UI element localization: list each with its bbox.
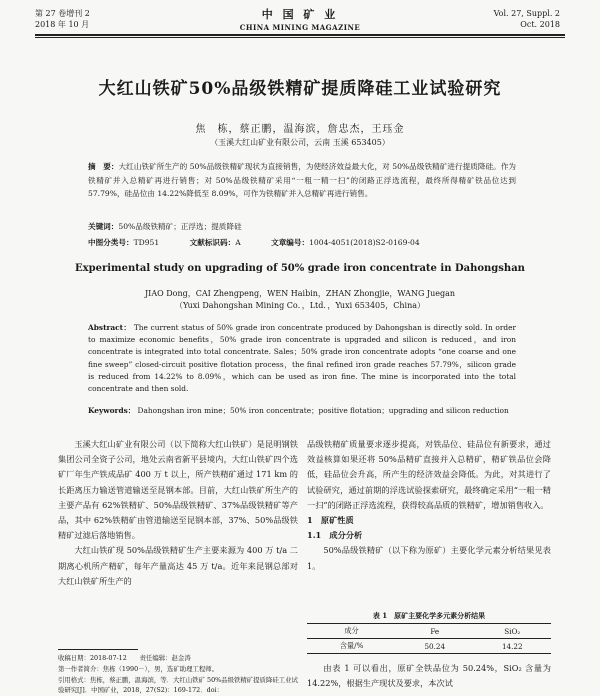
keywords-en-label: Keywords： (88, 406, 136, 415)
body-paragraph: 品级铁精矿质量要求逐步提高，对铁品位、硅品位有新要求，通过效益核算如果还将 50%品精矿直接并入总精矿，精矿铁品位会降低，硅品位会升高，所产生的经济效益会降低。为此，对其进行了试验研究，通过前期的浮选试验探索研究，最终确定采用“一粗一精一扫”的闭路正浮选流程，获得较高品质的铁精矿，增加销售收入。 (307, 439, 551, 510)
footnote-author: 第一作者简介：焦栋（1990－），男，选矿助理工程师。 (58, 664, 219, 673)
table1-cell: 14.22 (474, 639, 552, 654)
table1-header: SiO₂ (474, 624, 552, 639)
table1-header: 成分 (307, 624, 396, 639)
footnote-citation: 引用格式：焦栋，蔡正鹏，温海滨，等．大红山铁矿 50%品级铁精矿提质降硅工业试验研究[J]．中国矿业，2018，27(S2)：169-172．doi： (58, 675, 298, 695)
keywords-cn-text: 50%品级铁精矿；正浮选；提质降硅 (118, 222, 242, 231)
body-right-after-table (307, 661, 551, 691)
table-row (307, 639, 551, 654)
table1-caption: 表 1 原矿主要化学多元素分析结果 (372, 611, 486, 620)
body-right-column (307, 437, 551, 574)
body-paragraph: 50%品级铁精矿（以下称为原矿）主要化学元素分析结果见表 1。 (307, 545, 551, 571)
keywords-cn-label: 关键词： (88, 222, 119, 231)
journal-name-en: CHINA MINING MAGAZINE (239, 23, 361, 32)
journal-date-cn: 2018 年 10 月 (35, 20, 90, 29)
body-paragraph: 大红山铁矿现 50%品级铁精矿生产主要来源为 400 万 t/a 二期离心机所产精矿，每年产量高达 45 万 t/a。近年来昆钢总部对大红山铁矿所生产的 (58, 545, 298, 586)
table1-cell: 50.24 (396, 639, 473, 654)
section-heading-1-1: 1.1 成分分析 (307, 530, 363, 541)
doc-code-label: 文献标识码： (189, 238, 236, 247)
affiliation-en: （Yuxi Dahongshan Mining Co．，Ltd．，Yuxi 653405，China） (174, 301, 425, 310)
body-paragraph: 玉溪大红山矿业有限公司（以下简称大红山铁矿）是昆明钢铁集团公司全资子公司，地处云南省新平县境内，大红山铁矿四个选矿厂年生产铁成品矿 400 万 t 以上，所产铁精矿通过 171 km 的长距离压力输送管道输送至昆钢本部。目前，大红山铁矿所生产的主要产品有 62%铁精矿、50%品级铁精矿、37%品级铁精矿等产品，其中 62%铁精矿由管道输送至昆钢本部，37%、50%品级铁精矿过滤后落地销售。 (58, 439, 298, 541)
body-paragraph: 由表 1 可以看出，原矿全铁品位为 50.24%，SiO₂ 含量为 14.22%，根据生产现状及要求，本次试 (307, 663, 551, 689)
abstract-en (88, 322, 516, 395)
article-number-label: 文章编号： (271, 238, 310, 247)
paper-title-cn: 大红山铁矿50%品级铁精矿提质降硅工业试验研究 (98, 79, 502, 99)
section-heading-1: 1 原矿性质 (307, 515, 354, 526)
journal-volume-cn: 第 27 卷增刊 2 (35, 9, 90, 18)
classification-line (88, 237, 448, 248)
paper-title-en: Experimental study on upgrading of 50% grade iron concentrate in Dahongshan (75, 263, 525, 274)
table1 (307, 623, 551, 654)
article-number-value: 1004-4051(2018)S2-0169-04 (309, 238, 420, 247)
table1-cell: 含量/% (307, 639, 396, 654)
authors-cn: 焦 栋，蔡正鹏，温海滨，詹忠杰，王珏金 (195, 124, 405, 135)
clc-value: TD951 (133, 238, 160, 247)
journal-name-cn: 中 国 矿 业 (261, 8, 339, 21)
clc-label: 中图分类号： (88, 238, 134, 247)
journal-date-en: Oct. 2018 (520, 20, 560, 29)
footnote-received: 收稿日期：2018-07-12 责任编辑：赵金涛 (58, 654, 191, 662)
header-rule-thick (35, 34, 565, 36)
abstract-en-label: Abstract： (88, 323, 132, 332)
header-right (494, 8, 560, 30)
affiliation-cn: （玉溪大红山矿业有限公司，云南 玉溪 653405） (210, 138, 390, 147)
abstract-cn (88, 160, 516, 201)
abstract-en-text: The current status of 50% grade iron concentrate produced by Dahongshan is directly sold. In order to maximize economic benefits，50% grade iron concentrate is upgraded and silicon is reduced，and iron concentrate is integrated into total concentrate. Sales；50% grade iron concentrate adopts “one coarse and one fine sweep” closed-circuit positive flotation process，the final refined iron grade reaches 57.79%，silicon grade is reduced from 14.22% to 8.09%，which can be used as iron fine. The mine is incorporated into the total concentrate and then sold. (88, 323, 517, 394)
table1-header: Fe (396, 624, 473, 639)
abstract-cn-label: 摘 要： (88, 162, 119, 171)
footnote (58, 653, 298, 696)
body-left-column (58, 437, 298, 589)
header-rule-thin (35, 37, 565, 38)
keywords-cn (88, 221, 516, 232)
keywords-en-text: Dahongshan iron mine；50% iron concentrate；positive flotation；upgrading and silicon reduction (137, 406, 509, 415)
keywords-en (88, 405, 516, 417)
doc-code-value: A (235, 238, 241, 247)
footnote-rule (58, 649, 138, 650)
authors-en: JIAO Dong，CAI Zhengpeng，WEN Haibin，ZHAN Zhongjie，WANG Juegan (144, 289, 456, 298)
abstract-cn-text: 大红山铁矿所生产的 50%品级铁精矿现状为直接销售，为使经济效益最大化，对 50%品级铁精矿进行提质降硅。作为铁精矿并入总精矿再进行销售；对 50%品级铁精矿采用“一粗一精一扫”的闭路正浮选流程，最终所得精矿铁品位达到 57.79%，硅品位由 14.22%降低至 8.09%，可作为铁精矿并入总精矿再进行销售。 (88, 162, 516, 198)
journal-volume-en: Vol. 27, Suppl. 2 (493, 9, 560, 18)
